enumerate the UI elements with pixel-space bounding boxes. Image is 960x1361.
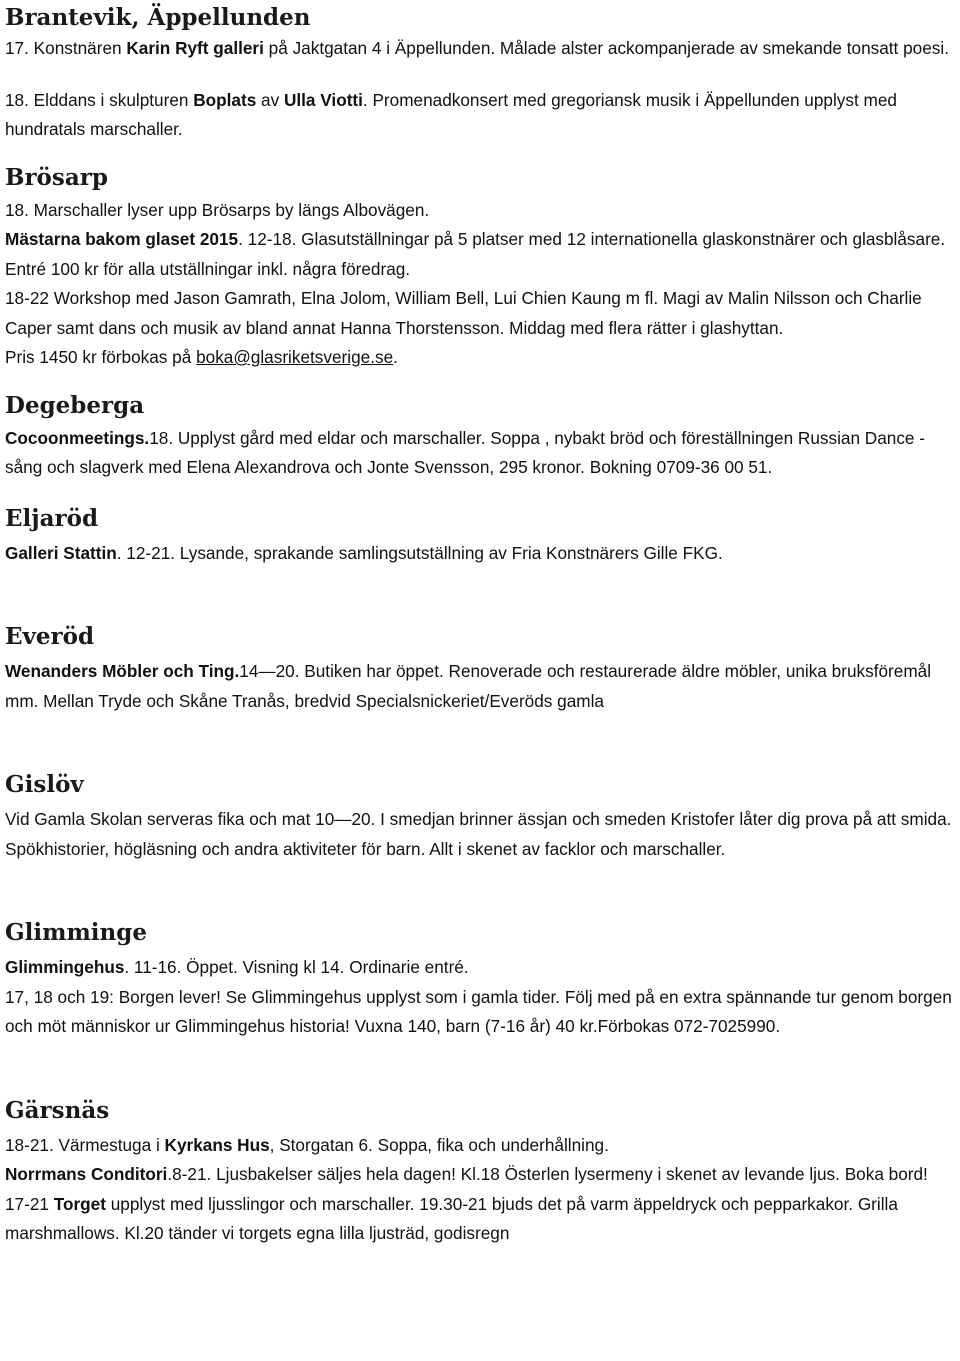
section-eljarod bbox=[5, 504, 957, 569]
paragraph-glimminge-2 bbox=[5, 983, 957, 1042]
bold-text: Glimmingehus bbox=[5, 957, 125, 977]
paragraph-brosarp-glas bbox=[5, 225, 957, 284]
bold-text: Galleri Stattin bbox=[5, 542, 117, 563]
text: . bbox=[393, 347, 398, 367]
text: 14—20. Butiken har öppet. Renoverade och restaurerade äldre möbler, unika bruksföremål mm. Mellan Tryde och Skåne Tranås, bredvid Specialsnickeriet/Everöds gamla bbox=[5, 661, 932, 711]
document-page bbox=[5, 0, 957, 1249]
section-garsnas bbox=[5, 1096, 957, 1249]
paragraph-glimminge-1 bbox=[5, 953, 957, 983]
heading-glimminge: Glimminge bbox=[5, 919, 147, 946]
paragraph-brosarp-workshop bbox=[5, 284, 957, 343]
text: 18. Marschaller lyser upp Brösarps by längs Albovägen. bbox=[5, 199, 430, 220]
section-glimminge bbox=[5, 918, 957, 1042]
heading-everod: Everöd bbox=[5, 623, 95, 650]
text: 18. Elddans i skulpturen bbox=[5, 89, 194, 110]
paragraph-brosarp-price bbox=[5, 343, 957, 373]
bold-text: Boplats bbox=[193, 89, 257, 110]
paragraph-garsnas-2 bbox=[5, 1160, 957, 1190]
text: . 12-18. bbox=[238, 229, 302, 249]
section-degeberga bbox=[5, 391, 957, 483]
bold-text: Wenanders Möbler och Ting. bbox=[5, 661, 240, 681]
email-link[interactable]: boka@glasriketsverige.se bbox=[196, 347, 394, 367]
paragraph-garsnas-1 bbox=[5, 1131, 957, 1161]
bold-text: Kyrkans Hus bbox=[164, 1134, 270, 1155]
section-gislov bbox=[5, 770, 957, 864]
text: 18-21. Värmestuga i bbox=[5, 1134, 165, 1155]
paragraph-eljarod bbox=[5, 539, 957, 569]
text: . 12-21. Lysande, sprakande samlingsutställning av Fria Konstnärers Gille FKG. bbox=[116, 542, 723, 563]
text: på Jaktgatan 4 i Äppellunden. Målade alster ackompanjerade av smekande tonsatt poesi. bbox=[263, 38, 949, 58]
text: 17. Konstnären bbox=[5, 38, 127, 58]
text: . 11-16. Öppet. Visning kl 14. Ordinarie entré. bbox=[124, 957, 469, 977]
bold-text: Mästarna bakom glaset 2015 bbox=[5, 229, 239, 249]
heading-gislov: Gislöv bbox=[5, 771, 84, 798]
text: 17-21 bbox=[5, 1193, 54, 1214]
section-everod bbox=[5, 622, 957, 716]
paragraph-degeberga bbox=[5, 424, 957, 483]
section-brantevik bbox=[5, 3, 957, 145]
text: Vid Gamla Skolan serveras fika och mat 10—20. I smedjan brinner ässjan och smeden Kristofer låter dig prova på att smida. Spökhistorier, högläsning och andra aktiviteter för barn. Allt i skenet av facklor och marschaller. bbox=[5, 809, 952, 859]
text: , Storgatan 6. Soppa, fika och underhållning. bbox=[269, 1134, 609, 1155]
paragraph-brosarp-1 bbox=[5, 196, 957, 226]
paragraph-brantevik-18 bbox=[5, 86, 957, 145]
text: upplyst med ljusslingor och marschaller. 19.30-21 bjuds det på varm äppeldryck och pepparkakor. Grilla marshmallows. Kl.20 tänder vi torgets egna lilla ljusträd, godisregn bbox=[5, 1193, 898, 1243]
heading-degeberga: Degeberga bbox=[5, 391, 145, 419]
paragraph-garsnas-3 bbox=[5, 1190, 957, 1249]
text: Pris 1450 kr förbokas på bbox=[5, 347, 197, 367]
bold-text: Torget bbox=[53, 1193, 106, 1214]
paragraph-everod bbox=[5, 657, 957, 716]
text: 18. Upplyst gård med eldar och marschaller. Soppa , nybakt bröd och föreställningen Russian Dance - sång och slagverk med Elena Alexandrova och Jonte Svensson, 295 kronor. Bokning 0709-36 00 51. bbox=[5, 427, 925, 477]
bold-text: Ulla Viotti bbox=[283, 89, 363, 110]
paragraph-brantevik-17 bbox=[5, 34, 957, 64]
heading-brosarp: Brösarp bbox=[5, 163, 108, 191]
text: av bbox=[256, 89, 284, 110]
paragraph-gislov bbox=[5, 805, 957, 864]
heading-garsnas: Gärsnäs bbox=[5, 1096, 110, 1124]
heading-brantevik: Brantevik, Äppellunden bbox=[5, 4, 311, 31]
bold-text: Norrmans Conditori bbox=[5, 1164, 168, 1184]
text: 18-22 Workshop med Jason Gamrath, Elna Jolom, William Bell, Lui Chien Kaung m fl. Magi av Malin Nilsson och Charlie Caper samt dans och musik av bland annat Hanna Thorstensson. Middag med flera rätter i glashyttan. bbox=[5, 288, 922, 338]
text: .8-21. Ljusbakelser säljes hela dagen! Kl.18 Österlen lysermeny i skenet av levande ljus. Boka bord! bbox=[167, 1164, 928, 1184]
heading-eljarod: Eljaröd bbox=[5, 504, 99, 532]
text: Glasutställningar på 5 platser med 12 internationella glaskonstnärer och glasblåsare. Entré 100 kr för alla utställningar inkl. några föredrag. bbox=[5, 229, 946, 279]
bold-text: Cocoonmeetings. bbox=[5, 427, 150, 448]
text: . Promenadkonsert med gregoriansk musik i Äppellunden upplyst med hundratals marschaller. bbox=[5, 89, 897, 139]
section-brosarp bbox=[5, 163, 957, 373]
text: 17, 18 och 19: Borgen lever! Se Glimmingehus upplyst som i gamla tider. Följ med på en extra spännande tur genom borgen och möt människor ur Glimmingehus historia! Vuxna 140, barn (7-16 år) 40 kr.Förbokas 072-7025990. bbox=[5, 986, 952, 1036]
bold-text: Karin Ryft galleri bbox=[126, 38, 264, 58]
